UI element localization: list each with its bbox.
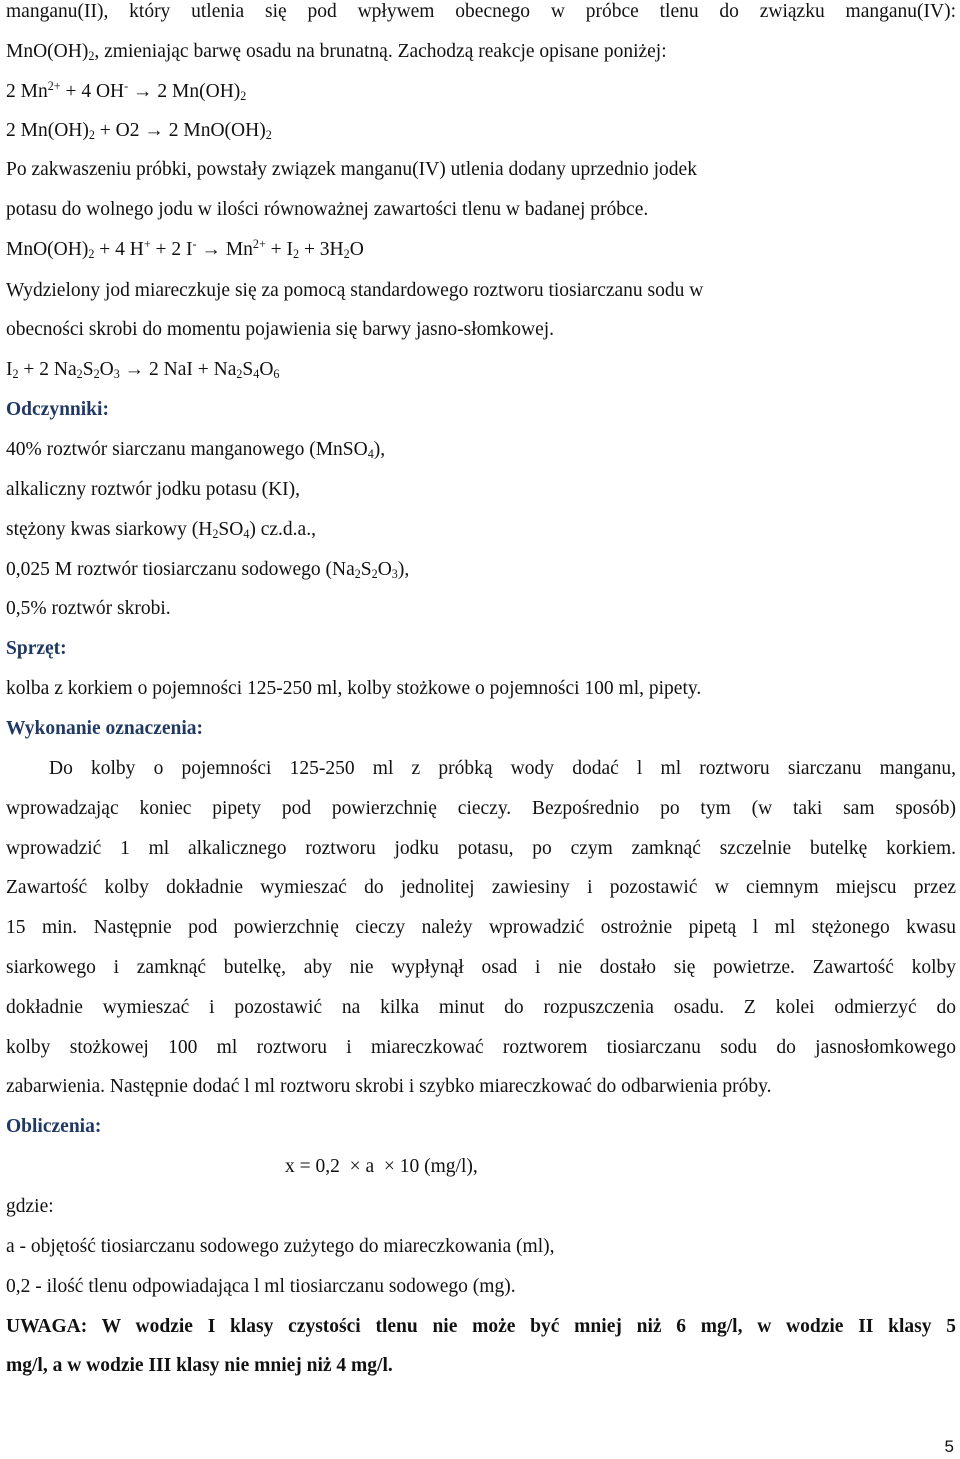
reagent-item: 0,025 M roztwór tiosiarczanu sodowego $(Na_2S_2O_3)$, [6, 559, 410, 582]
warning-note-line-2: mg/l, a w wodzie III klasy nie mniej niż 4 mg/l. [6, 1355, 393, 1376]
calculations-heading: Obliczenia: [6, 1116, 102, 1137]
titration-line-2: obecności skrobi do momentu pojawienia się barwy jasno-słomkowej. [6, 319, 555, 340]
procedure-line: zabarwienia. Następnie dodać l ml roztworu skrobi i szybko miareczkować do odbarwienia próby. [6, 1076, 772, 1097]
procedure-heading: Wykonanie oznaczenia: [6, 718, 203, 739]
procedure-line: Do kolby o pojemności 125-250 ml z próbką wody dodać l ml roztworu siarczanu manganu, [49, 758, 956, 779]
procedure-line: dokładnie wymieszać i pozostawić na kilka minut do rozpuszczenia osadu. Z kolei odmierzyć do [6, 997, 956, 1018]
equation-4: $I_2 + 2$ $Na_2S_2O_3 \to 2$ NaI + $Na_2S_4O_6$ [6, 359, 280, 382]
equation-2: 2 $Mn(OH)_2 + O2 \to 2$ $MnO(OH)_2$ [6, 120, 272, 143]
intro-line-1: manganu(II), który utlenia się pod wpływem obecnego w próbce tlenu do związku manganu(IV): [6, 1, 956, 22]
procedure-line: 15 min. Następnie pod powierzchnię cieczy należy wprowadzić ostrożnie pipetą l ml stężonego kwasu [6, 917, 956, 938]
where-label: gdzie: [6, 1196, 54, 1217]
procedure-line: wprowadzając koniec pipety pod powierzchnię cieczy. Bezpośrednio po tym (w taki sam sposób) [6, 798, 956, 819]
procedure-line: wprowadzić 1 ml alkalicznego roztworu jodku potasu, po czym zamknąć szczelnie butelkę korkiem. [6, 838, 956, 859]
procedure-line: Zawartość kolby dokładnie wymieszać do jednolitej zawiesiny i pozostawić w ciemnym miejscu przez [6, 877, 956, 898]
reagents-heading: Odczynniki: [6, 399, 109, 420]
reagent-item: 40% roztwór siarczanu manganowego (MnSO$_4$), [6, 439, 386, 462]
procedure-line: kolby stożkowej 100 ml roztworu i miareczkować roztworem tiosiarczanu sodu do jasnosłomkowego [6, 1037, 956, 1058]
warning-note-line-1: UWAGA: W wodzie I klasy czystości tlenu nie może być mniej niż 6 mg/l, w wodzie II klasy 5 [6, 1316, 956, 1337]
equation-1: 2 $Mn^{2+} + 4$ OH- → 2 $Mn(OH)_2$ [6, 79, 247, 104]
procedure-line: siarkowego i zamknąć butelkę, aby nie wypłynął osad i nie dostało się powietrze. Zawartość kolby [6, 957, 956, 978]
equipment-text: kolba z korkiem o pojemności 125-250 ml, kolby stożkowe o pojemności 100 ml, pipety. [6, 678, 702, 699]
reagent-item: 0,5% roztwór skrobi. [6, 598, 171, 619]
intro-line-2: $MnO(OH)_2$, zmieniając barwę osadu na brunatną. Zachodzą reakcje opisane poniżej: [6, 41, 667, 64]
definition-a: a - objętość tiosiarczanu sodowego zużytego do miareczkowania (ml), [6, 1236, 555, 1257]
equation-3: $MnO(OH)_2 + 4$ H+ + 2 $I^- \to Mn^{2+} + I_2 + 3H_2O$ [6, 237, 364, 262]
equipment-heading: Sprzęt: [6, 638, 67, 659]
calculation-formula: x = 0,2 × a × 10 (mg/l), [285, 1156, 478, 1177]
reagent-item: stężony kwas siarkowy $(H_2SO_4)$ cz.d.a., [6, 519, 316, 542]
reagent-item: alkaliczny roztwór jodku potasu (KI), [6, 479, 301, 500]
page-number: 5 [944, 1437, 954, 1456]
definition-0-2: 0,2 - ilość tlenu odpowiadająca l ml tiosiarczanu sodowego (mg). [6, 1276, 516, 1297]
titration-line-1: Wydzielony jod miareczkuje się za pomocą standardowego roztworu tiosiarczanu sodu w [6, 280, 704, 301]
acid-line-1: Po zakwaszeniu próbki, powstały związek manganu(IV) utlenia dodany uprzednio jodek [6, 159, 697, 180]
acid-line-2: potasu do wolnego jodu w ilości równoważnej zawartości tlenu w badanej próbce. [6, 199, 649, 220]
